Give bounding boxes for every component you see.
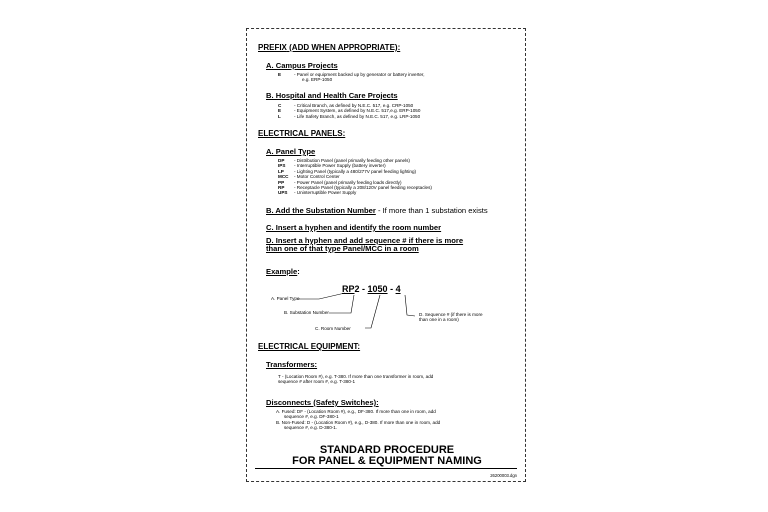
disconnects-title: Disconnects (Safety Switches): [266,398,379,407]
example-heading-colon: : [297,267,300,276]
item-code: E [278,72,282,77]
disconnects-nonfused-line-1: B. Non-Fused: D - (Location Room #), e.g., D-380. If more than one in room, add [276,419,441,425]
leader-line-room [365,295,380,328]
document-title-line-2: FOR PANEL & EQUIPMENT NAMING [292,455,482,467]
item-code: C [278,103,282,108]
item-code: PP [278,179,285,185]
item-code: DP [278,158,285,163]
example-substation: 2 [354,284,360,294]
example-heading-label: Example [266,267,298,276]
disconnects-text [276,409,440,431]
transformers-text [278,374,433,385]
step-b-label: B. Add the Substation Number [266,206,376,215]
example-panel-type: RP [342,284,355,294]
leader-line-substation [329,295,354,313]
leader-line-panel-type [297,293,345,299]
item-text: - Panel or equipment backed up by generator or battery inverter, [294,72,425,77]
example-label-d-line-1: D. Sequence # (if there is more [419,312,483,317]
example-label-d [419,312,483,323]
step-c-room: C. Insert a hyphen and identify the room number [266,223,442,232]
item-text: - Distribution Panel (panel primarily feeding other panels) [294,158,410,163]
item-code: LP [278,168,284,174]
title-rule [255,468,517,469]
item-text: - Uninterruptible Power Supply [294,190,357,196]
example-sequence: 4 [395,284,401,294]
item-text: - Motor Control Center [294,174,340,180]
disconnects-nonfused-line-2: sequence #, e.g. D-380-1. [284,425,338,431]
item-code: UPS [278,190,288,196]
example-hyphen: - [359,284,368,294]
item-code: MCC [278,174,289,180]
example-label-d-line-2: than one in a room) [419,317,459,323]
item-text: e.g. ERP-1050 [302,77,333,83]
prefix-heading-tail: (ADD WHEN APPROPRIATE): [286,43,401,52]
item-code: L [278,113,281,119]
hospital-projects-title: B. Hospital and Health Care Projects [266,91,398,100]
item-text: - Lighting Panel (typically a 480/277V panel feeding lighting) [294,168,417,174]
transformers-title: Transformers: [266,360,318,369]
document-sheet [246,28,526,482]
transformers-line-2: sequence # after room #, e.g. T-380-1 [278,379,356,385]
panel-type-title: A. Panel Type [266,147,316,156]
drawing-number: 26200003.dgn [490,473,517,478]
example-hyphen: - [387,284,396,294]
example-label-b: B. Substation Number [284,310,329,315]
example-label-a: A. Panel Type [271,296,300,301]
disconnects-fused-line-1: A. Fused: DF - (Location Room #), e.g., DF-380. If more than one in room, add [276,409,436,414]
step-d-line-2: than one of that type Panel/MCC in a room [266,244,419,253]
item-code: IPS [278,163,286,169]
prefix-heading-label: PREFIX [258,43,287,52]
leader-line-sequence [405,295,415,316]
disconnects-fused-line-2: sequence #, e.g. DF-380-1 [284,414,339,420]
electrical-panels-heading: ELECTRICAL PANELS: [258,129,346,138]
item-text: - Power Panel (panel primarily feeding loads directly) [294,179,402,185]
example-label-c: C. Room Number [315,326,351,331]
step-d-line-1: D. Insert a hyphen and add sequence # if there is more [266,236,464,245]
item-text: - Receptacle Panel (typically a 208/120V panel feeding receptacles) [294,185,432,191]
item-text: - Equipment System, as defined by N.E.C. 517,e.g. ERP-1050 [294,108,421,114]
item-text: - Interruptible Power Supply (battery inverter) [294,163,386,169]
electrical-equipment-heading: ELECTRICAL EQUIPMENT: [258,342,361,351]
item-text: - Life Safety Branch, as defined by N.E.C. 517, e.g. LRP-1050 [294,113,421,119]
campus-projects-title: A. Campus Projects [266,61,338,70]
item-code: E [278,108,282,114]
example-room-number: 1050 [367,284,388,294]
item-text: - Critical Branch, as defined by N.E.C. 517, e.g. CRP-1050 [294,103,414,108]
step-b-note: - If more than 1 substation exists [375,206,488,215]
transformers-line-1: T - (Location Room #), e.g. T-380. If more than one transformer in room, add [278,374,434,379]
item-code: RP [278,185,285,191]
document-title-line-1: STANDARD PROCEDURE [319,444,455,456]
